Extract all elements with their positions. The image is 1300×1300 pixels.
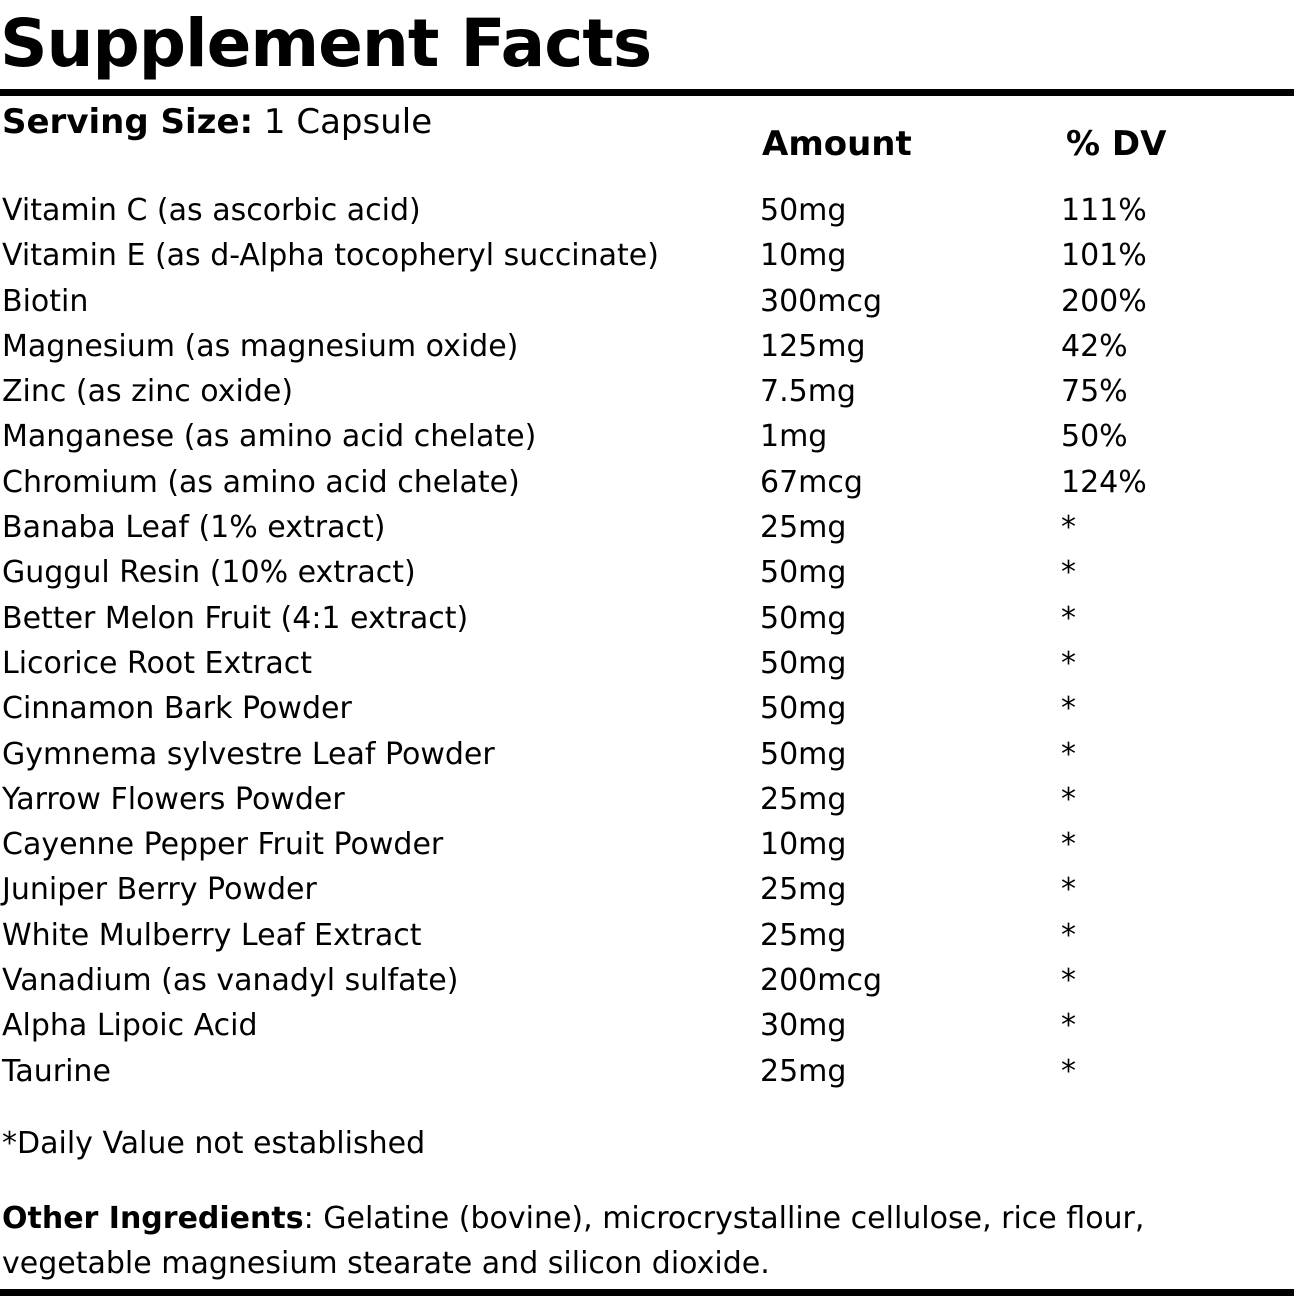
serving-size — [2, 100, 432, 144]
table-row — [0, 867, 1294, 912]
ingredient-amount: 125mg — [760, 328, 866, 364]
ingredient-amount: 50mg — [760, 691, 847, 727]
table-row — [0, 1003, 1294, 1048]
amount-column-header: Amount — [762, 124, 912, 164]
ingredient-dv: 50% — [1061, 419, 1128, 455]
page-title: Supplement Facts — [0, 5, 652, 82]
ingredient-dv: * — [1061, 555, 1076, 591]
serving-size-label: Serving Size: — [2, 102, 254, 142]
dv-column-header: % DV — [1066, 124, 1167, 164]
other-ingredients-text: : Gelatine (bovine), microcrystalline cellulose, rice flour, vegetable magnesium stearate and silicon dioxide. — [2, 1201, 1145, 1281]
ingredient-dv: * — [1061, 872, 1076, 908]
ingredient-dv: 42% — [1061, 328, 1128, 364]
ingredient-name: Manganese (as amino acid chelate) — [2, 419, 537, 455]
table-row — [0, 822, 1294, 867]
top-divider — [0, 89, 1294, 96]
ingredient-amount: 30mg — [760, 1008, 847, 1044]
ingredient-amount: 50mg — [760, 555, 847, 591]
ingredient-name: White Mulberry Leaf Extract — [2, 917, 422, 953]
ingredient-amount: 50mg — [760, 193, 847, 228]
ingredient-amount: 10mg — [760, 238, 847, 274]
ingredient-dv: * — [1061, 1008, 1076, 1044]
ingredient-name: Juniper Berry Powder — [2, 872, 317, 908]
ingredient-dv: * — [1061, 691, 1076, 727]
other-ingredients — [2, 1196, 1252, 1286]
table-row — [0, 641, 1294, 686]
table-row — [0, 324, 1294, 369]
ingredient-amount: 67mcg — [760, 464, 863, 500]
daily-value-footnote: *Daily Value not established — [2, 1126, 426, 1161]
ingredient-name: Magnesium (as magnesium oxide) — [2, 328, 519, 364]
ingredient-amount: 50mg — [760, 600, 847, 636]
ingredient-dv: 101% — [1061, 238, 1147, 274]
ingredient-dv: * — [1061, 736, 1076, 772]
table-row — [0, 414, 1294, 459]
ingredient-dv: * — [1061, 1053, 1076, 1089]
table-row — [0, 460, 1294, 505]
ingredient-name: Taurine — [2, 1053, 111, 1089]
ingredient-amount: 25mg — [760, 1053, 847, 1089]
ingredient-amount: 1mg — [760, 419, 828, 455]
ingredient-name: Vitamin E (as d-Alpha tocopheryl succinate) — [2, 238, 659, 274]
ingredient-name: Zinc (as zinc oxide) — [2, 374, 294, 410]
ingredient-amount: 50mg — [760, 645, 847, 681]
table-row — [0, 505, 1294, 550]
table-row — [0, 777, 1294, 822]
ingredient-name: Gymnema sylvestre Leaf Powder — [2, 736, 495, 772]
ingredient-dv: * — [1061, 917, 1076, 953]
ingredient-name: Chromium (as amino acid chelate) — [2, 464, 520, 500]
ingredient-name: Guggul Resin (10% extract) — [2, 555, 416, 591]
ingredient-amount: 25mg — [760, 917, 847, 953]
ingredient-amount: 10mg — [760, 827, 847, 863]
ingredient-amount: 200mcg — [760, 963, 883, 999]
ingredient-amount: 50mg — [760, 736, 847, 772]
ingredient-name: Yarrow Flowers Powder — [2, 781, 345, 817]
ingredient-name: Biotin — [2, 283, 89, 319]
table-row — [0, 369, 1294, 414]
table-row — [0, 233, 1294, 278]
ingredient-name: Vanadium (as vanadyl sulfate) — [2, 963, 459, 999]
other-ingredients-label: Other Ingredients — [2, 1201, 304, 1236]
ingredient-table — [0, 188, 1294, 1094]
ingredient-dv: 75% — [1061, 374, 1128, 410]
ingredient-dv: * — [1061, 781, 1076, 817]
table-row — [0, 596, 1294, 641]
ingredient-name: Vitamin C (as ascorbic acid) — [2, 193, 421, 228]
serving-size-value: 1 Capsule — [253, 102, 433, 142]
bottom-divider — [0, 1289, 1294, 1296]
ingredient-dv: * — [1061, 600, 1076, 636]
ingredient-dv: * — [1061, 827, 1076, 863]
table-row — [0, 732, 1294, 777]
ingredient-dv: * — [1061, 510, 1076, 546]
ingredient-amount: 25mg — [760, 510, 847, 546]
table-row — [0, 550, 1294, 595]
ingredient-name: Licorice Root Extract — [2, 645, 313, 681]
ingredient-name: Cinnamon Bark Powder — [2, 691, 352, 727]
ingredient-amount: 25mg — [760, 781, 847, 817]
table-row — [0, 958, 1294, 1003]
ingredient-dv: * — [1061, 963, 1076, 999]
ingredient-dv: 124% — [1061, 464, 1147, 500]
ingredient-name: Better Melon Fruit (4:1 extract) — [2, 600, 469, 636]
table-row — [0, 686, 1294, 731]
table-row — [0, 279, 1294, 324]
ingredient-dv: * — [1061, 645, 1076, 681]
ingredient-amount: 300mcg — [760, 283, 883, 319]
ingredient-dv: 200% — [1061, 283, 1147, 319]
ingredient-name: Banaba Leaf (1% extract) — [2, 510, 386, 546]
ingredient-name: Alpha Lipoic Acid — [2, 1008, 258, 1044]
table-row — [0, 188, 1294, 233]
table-row — [0, 913, 1294, 958]
ingredient-dv: 111% — [1061, 193, 1147, 228]
ingredient-name: Cayenne Pepper Fruit Powder — [2, 827, 444, 863]
table-row — [0, 1049, 1294, 1094]
ingredient-amount: 7.5mg — [760, 374, 856, 410]
ingredient-amount: 25mg — [760, 872, 847, 908]
